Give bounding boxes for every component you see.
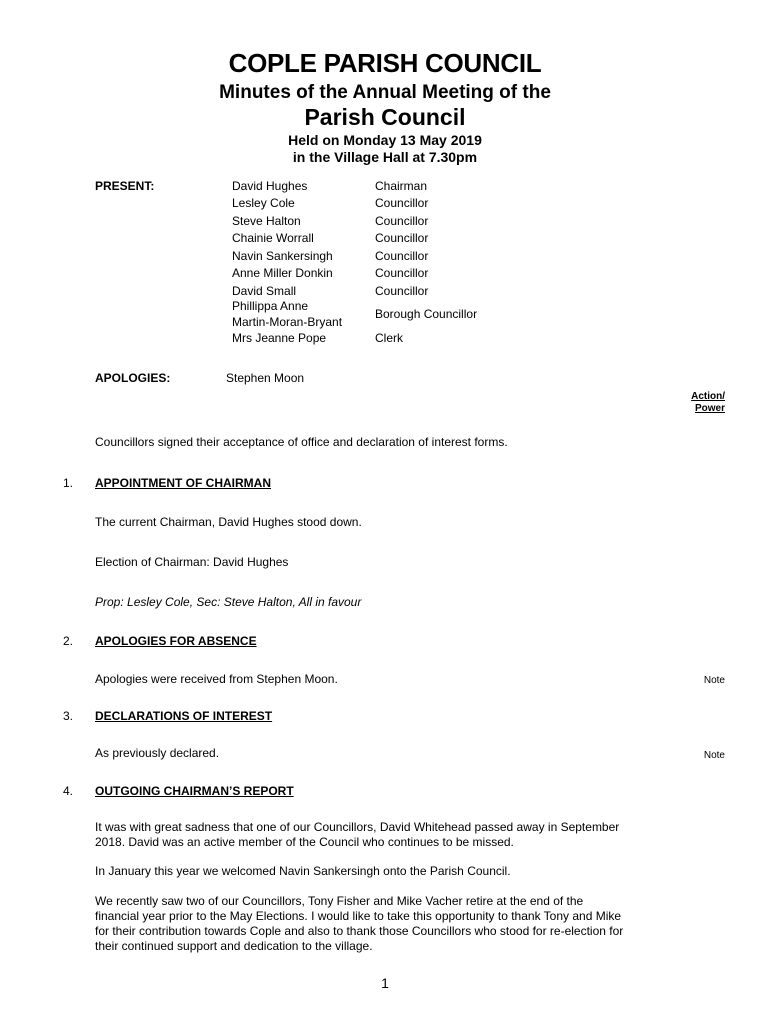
member-name: David Small (232, 284, 297, 298)
meeting-date: Held on Monday 13 May 2019 (288, 132, 482, 148)
action-header-line1: Action/ (691, 391, 725, 402)
item-proposal: Prop: Lesley Cole, Sec: Steve Halton, All in favour (95, 595, 362, 609)
member-role: Councillor (375, 284, 429, 298)
item-paragraph: The current Chairman, David Hughes stood down. (95, 515, 362, 529)
member-role: Councillor (375, 231, 429, 245)
member-role: Borough Councillor (375, 307, 478, 321)
page-number: 1 (381, 975, 389, 991)
member-role: Councillor (375, 249, 429, 263)
member-role: Councillor (375, 266, 429, 280)
present-label: PRESENT: (95, 179, 155, 193)
member-name: Steve Halton (232, 214, 301, 228)
apologies-name: Stephen Moon (226, 371, 305, 385)
member-name: Navin Sankersingh (232, 249, 333, 263)
member-name: Martin-Moran-Bryant (232, 315, 343, 329)
item-heading: OUTGOING CHAIRMAN’S REPORT (95, 784, 294, 798)
item-paragraph: We recently saw two of our Councillors, Tony Fisher and Mike Vacher retire at the end of the financial year prior to the May Elections. I would like to take this opportunity to thank Tony and Mike for their contribution towards Cople and also to thank those Councillors who stood for re-election for their continued support and dedication to the village. (95, 894, 624, 953)
item-heading: APPOINTMENT OF CHAIRMAN (95, 476, 271, 490)
item-paragraph: As previously declared. (95, 746, 220, 760)
apologies-label: APOLOGIES: (95, 371, 171, 385)
item-heading: DECLARATIONS OF INTEREST (95, 709, 273, 723)
member-role: Chairman (375, 179, 428, 193)
item-heading: APOLOGIES FOR ABSENCE (95, 634, 257, 648)
member-role: Clerk (375, 331, 404, 345)
item-number: 4. (63, 784, 74, 798)
member-name: David Hughes (232, 179, 308, 193)
member-name: Lesley Cole (232, 196, 295, 210)
item-paragraph: In January this year we welcomed Navin Sankersingh onto the Parish Council. (95, 864, 511, 878)
member-name: Anne Miller Donkin (232, 266, 333, 280)
member-role: Councillor (375, 196, 429, 210)
document-title: COPLE PARISH COUNCIL (228, 48, 542, 78)
intro-text: Councillors signed their acceptance of office and declaration of interest forms. (95, 435, 508, 449)
member-name: Mrs Jeanne Pope (232, 331, 327, 345)
item-number: 2. (63, 634, 74, 648)
item-paragraph: It was with great sadness that one of our Councillors, David Whitehead passed away in September 2018. David was an active member of the Council who continues to be missed. (95, 820, 620, 849)
meeting-venue: in the Village Hall at 7.30pm (292, 149, 478, 165)
item-paragraph: Election of Chairman: David Hughes (95, 555, 289, 569)
item-number: 1. (63, 476, 74, 490)
member-role: Councillor (375, 214, 429, 228)
member-name: Phillippa Anne (232, 299, 309, 313)
action-note: Note (703, 675, 725, 686)
item-number: 3. (63, 709, 74, 723)
action-note: Note (703, 750, 725, 761)
action-header-line2: Power (694, 403, 725, 414)
member-name: Chainie Worrall (232, 231, 314, 245)
document-subtitle: Minutes of the Annual Meeting of the (219, 82, 551, 103)
document-subtitle-2: Parish Council (304, 104, 466, 130)
item-paragraph: Apologies were received from Stephen Moon. (95, 672, 338, 686)
